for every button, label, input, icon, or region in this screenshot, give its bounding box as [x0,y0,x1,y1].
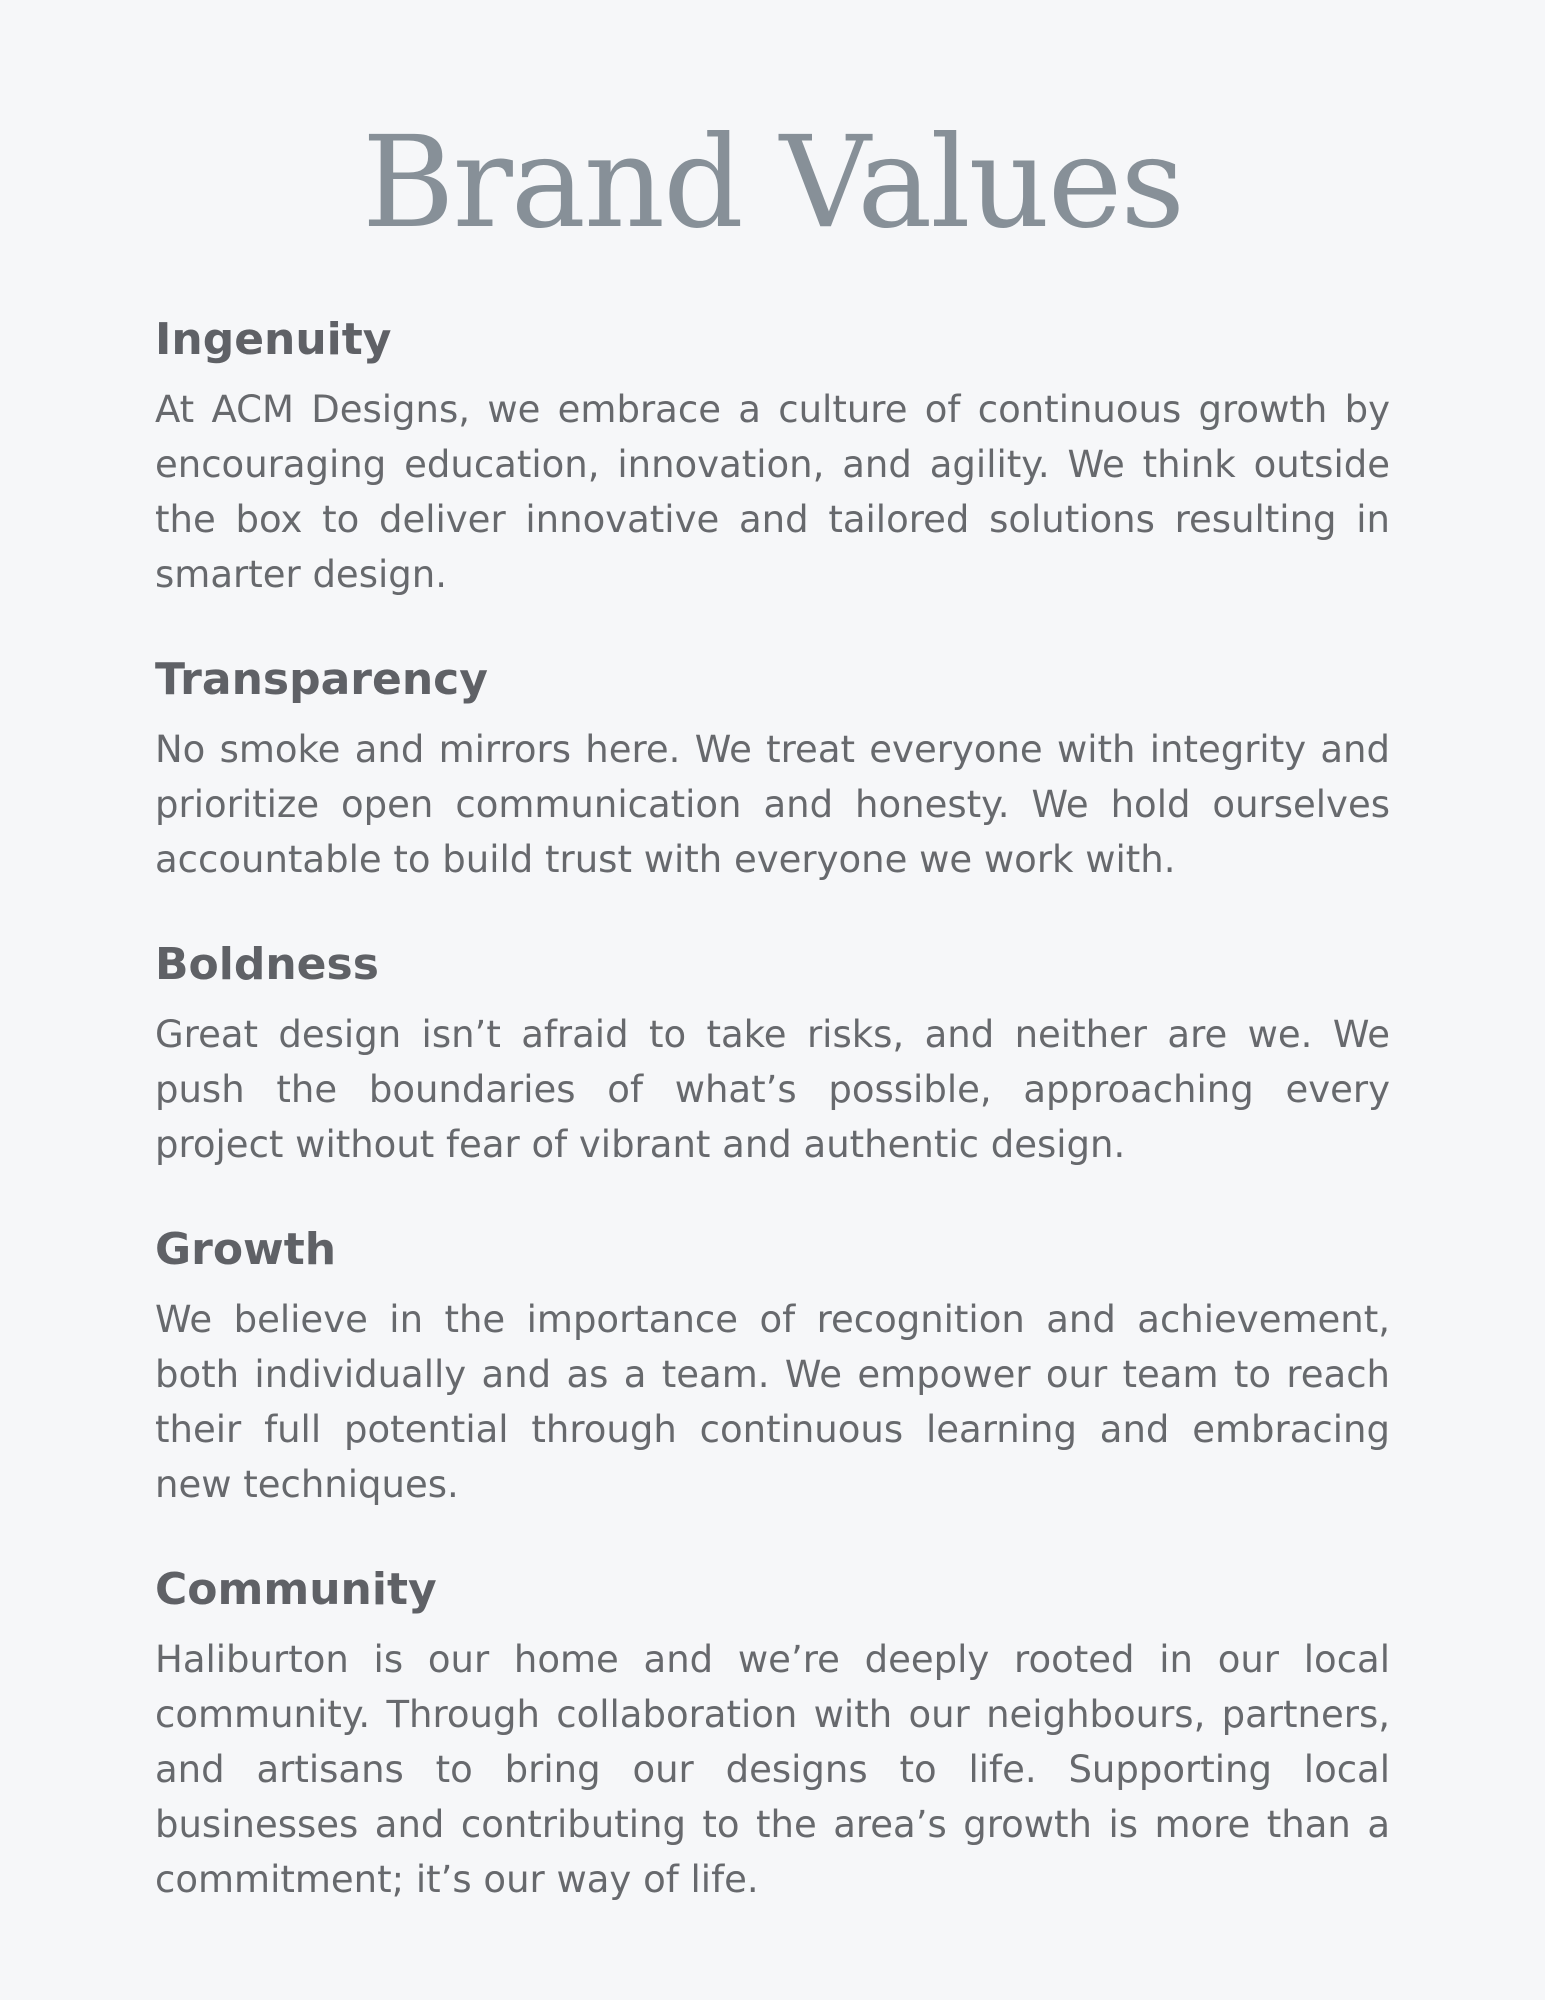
value-section-ingenuity [155,312,1390,602]
value-section-growth [155,1222,1390,1512]
value-heading: Community [155,1564,437,1615]
value-section-transparency [155,652,1390,887]
values-list [155,312,1390,1907]
value-heading: Growth [155,1224,337,1275]
value-description: No smoke and mirrors here. We treat everyone with integrity and prioritize open communication and honesty. We hold ourselves accountable to build trust with everyone we work with. [155,728,1390,881]
value-heading: Transparency [155,654,488,705]
value-description: Haliburton is our home and we’re deeply rooted in our local community. Through collaboration with our neighbours, partners, and artisans to bring our designs to life. Supporting local businesses and contributing to the area’s growth is more than a commitment; it’s our way of life. [155,1638,1390,1901]
value-heading: Boldness [155,939,379,990]
value-heading: Ingenuity [155,314,392,365]
value-section-boldness [155,937,1390,1172]
value-section-community [155,1562,1390,1907]
value-description: At ACM Designs, we embrace a culture of continuous growth by encouraging education, innovation, and agility. We think outside the box to deliver innovative and tailored solutions resulting in smarter design. [155,388,1390,596]
page-title: Brand Values [361,109,1184,256]
value-description: We believe in the importance of recognition and achievement, both individually and as a team. We empower our team to reach their full potential through continuous learning and embracing new techniques. [155,1298,1390,1506]
value-description: Great design isn’t afraid to take risks, and neither are we. We push the boundaries of what’s possible, approaching every project without fear of vibrant and authentic design. [155,1013,1390,1166]
